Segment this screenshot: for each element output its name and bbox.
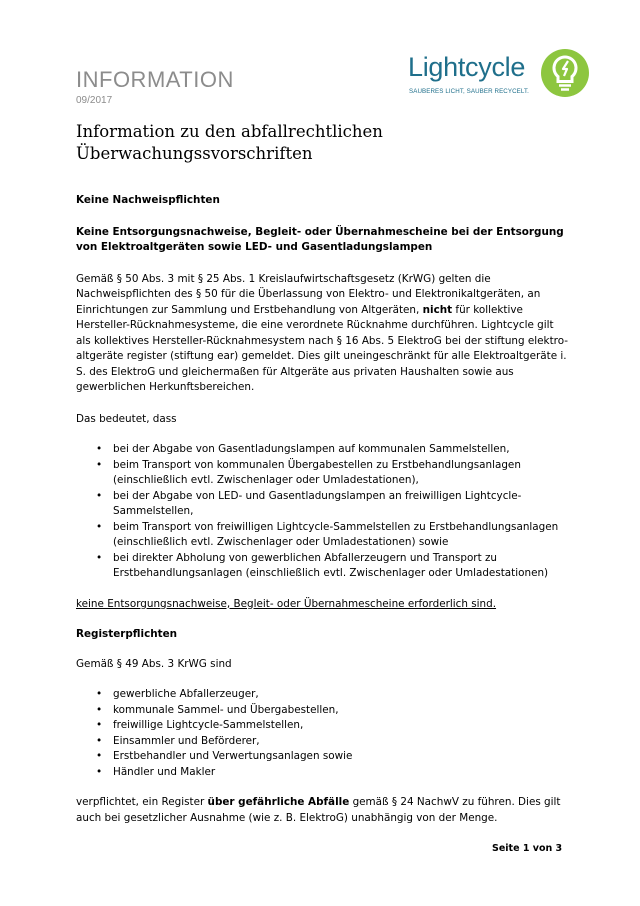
section2-intro: Gemäß § 49 Abs. 3 KrWG sind: [76, 657, 232, 670]
list-item: • bei der Abgabe von Gasentladungslampen auf kommunalen Sammelstellen,: [76, 442, 568, 458]
list-item: • Einsammler und Beförderer,: [76, 734, 568, 750]
list-item: • freiwillige Lightcycle-Sammelstellen,: [76, 718, 568, 734]
header-date: 09/2017: [76, 95, 113, 106]
section1-conclusion: keine Entsorgungsnachweise, Begleit- oder Übernahmescheine erforderlich sind.: [76, 597, 497, 610]
paragraph-text-before: Gemäß § 50 Abs. 3 mit § 25 Abs. 1 Kreislaufwirtschaftsgesetz (KrWG) gelten die Nachweispflichten des § 50 für die Überlassung von Elektro- und Elektronikaltgeräten, an Einrichtungen zur Sammlung und Erstbehandlung von Altgeräten,: [76, 272, 541, 316]
document-body: [76, 193, 568, 826]
document-title: [76, 121, 556, 165]
paragraph-emphasis: nicht: [422, 303, 453, 316]
list-item: • bei direkter Abholung von gewerblichen Abfallerzeugern und Transport zu Erstbehandlungsanlagen (einschließlich evtl. Zwischenlager oder Umladestationen): [76, 551, 568, 582]
page-number: Seite 1 von 3: [492, 843, 563, 854]
list-item: • beim Transport von freiwilligen Lightcycle-Sammelstellen zu Erstbehandlungsanlagen (einschließlich evtl. Zwischenlager oder Umladestationen) sowie: [76, 520, 568, 551]
section2-closing: [76, 795, 568, 826]
list-item: • kommunale Sammel- und Übergabestellen,: [76, 703, 568, 719]
section2-heading: Registerpflichten: [76, 628, 178, 640]
logo-tagline: SAUBERES LICHT, SAUBER RECYCELT.: [409, 88, 529, 95]
title-line-2: Überwachungssvorschriften: [76, 144, 313, 163]
list-item: • Erstbehandler und Verwertungsanlagen sowie: [76, 749, 568, 765]
list-item: • gewerbliche Abfallerzeuger,: [76, 687, 568, 703]
closing-text-before: verpflichtet, ein Register: [76, 796, 205, 808]
logo-wordmark: Lightcycle: [408, 52, 526, 82]
section1-bullet-list: [76, 442, 568, 582]
lightbulb-recycle-icon: [540, 48, 590, 98]
section1-intro: Das bedeutet, dass: [76, 412, 177, 425]
list-item: • beim Transport von kommunalen Übergabestellen zu Erstbehandlungsanlagen (einschließlich evtl. Zwischenlager oder Umladestationen),: [76, 458, 568, 489]
section2-bullet-list: [76, 687, 568, 780]
title-line-1: Information zu den abfallrechtlichen: [76, 122, 383, 141]
list-item: • bei der Abgabe von LED- und Gasentladungslampen an freiwilligen Lightcycle-Sammelstellen,: [76, 489, 568, 520]
closing-emphasis: über gefährliche Abfälle: [207, 796, 350, 808]
header-label: INFORMATION: [76, 67, 234, 92]
section1-paragraph: [76, 272, 568, 396]
section1-subheading: Keine Entsorgungsnachweise, Begleit- oder Übernahmescheine bei der Entsorgung von Elektroaltgeräten sowie LED- und Gasentladungslampen: [76, 225, 564, 253]
lightcycle-logo: [404, 48, 594, 104]
section1-heading: Keine Nachweispflichten: [76, 194, 220, 206]
paragraph-text-after: für kollektive Hersteller-Rücknahmesysteme, die eine verordnete Rücknahme durchführen. Lightcycle gilt als kollektives Hersteller-Rücknahmesystem nach § 16 Abs. 5 ElektroG bei der stiftung elektro-altgeräte register (stiftung ear) gemeldet. Dies gilt uneingeschränkt für alle Elektroaltgeräte i. S. des ElektroG und gleichermaßen für Altgeräte aus privaten Haushalten sowie aus gewerblichen Herkunftsbereichen.: [76, 303, 568, 393]
list-item: • Händler und Makler: [76, 765, 568, 781]
closing-text-after: gemäß § 24 NachwV zu führen. Dies gilt auch bei gesetzlicher Ausnahme (wie z. B. ElektroG) unabhängig von der Menge.: [76, 796, 561, 824]
